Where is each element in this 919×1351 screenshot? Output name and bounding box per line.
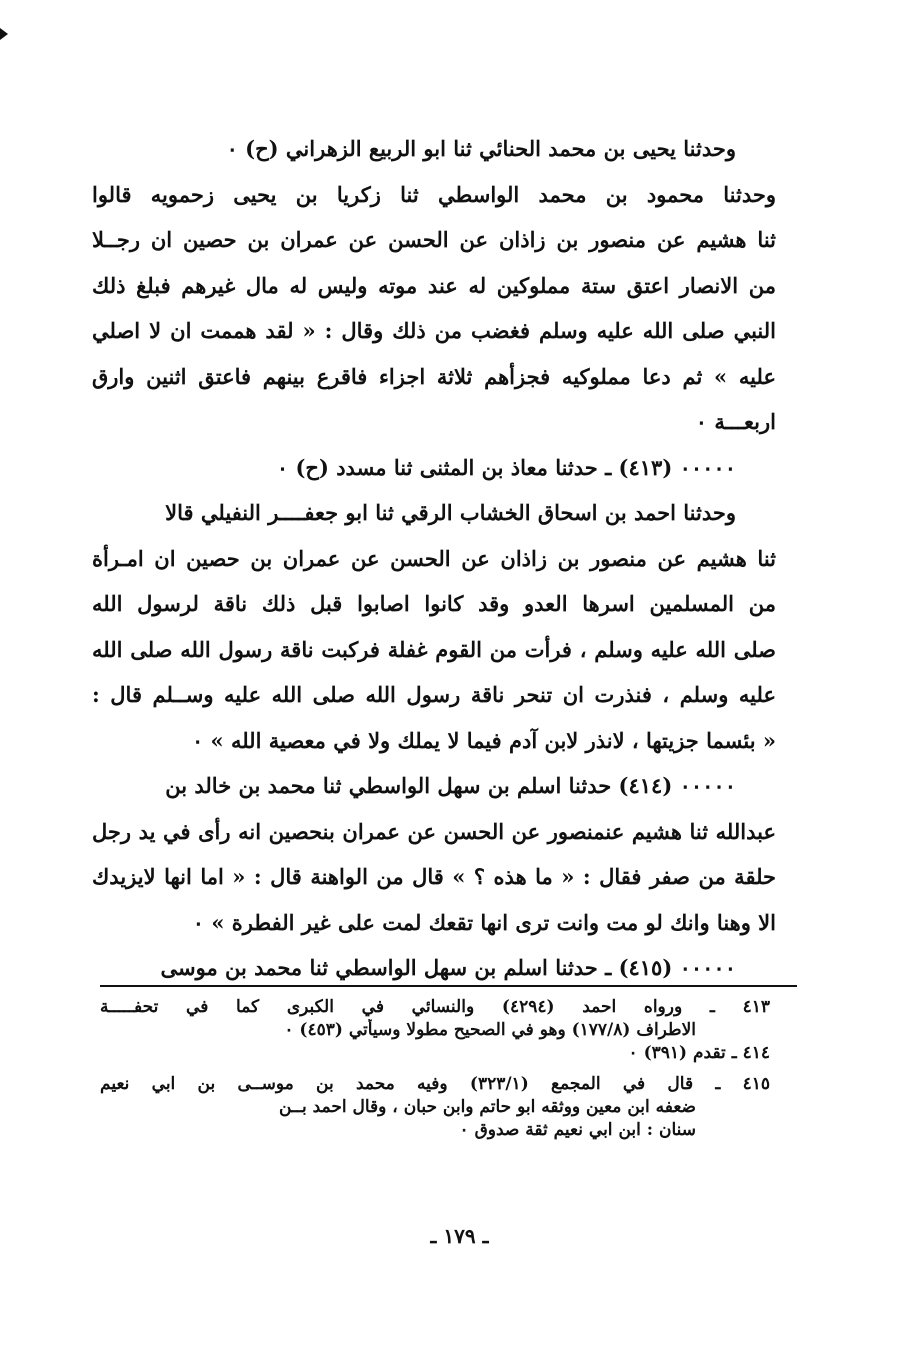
text-line: وحدثنا يحيى بن محمد الحنائي ثنا ابو الربيع الزهراني (ح) ٠ bbox=[226, 136, 736, 161]
text-line: صلى الله عليه وسلم ، فرأت من القوم غفلة فركبت ناقة رسول الله صلى الله bbox=[92, 636, 776, 662]
text-line: عبدالله ثنا هشيم عنمنصور عن الحسن عن عمران بنحصين انه رأى في يد رجل bbox=[92, 818, 776, 844]
text-line: وحدثنا محمود بن محمد الواسطي ثنا زكريا بن يحيى زحمويه قالوا bbox=[92, 181, 776, 207]
footnote-413-line: ٤١٣ ـ ورواه احمد (٤٢٩٤) والنسائي في الكبرى كما في تحفـــــة bbox=[100, 997, 770, 1017]
corner-mark bbox=[0, 28, 8, 40]
text-line: عليه » ثم دعا مملوكيه فجزأهم ثلاثة اجزاء فاقرع بينهم فاعتق اثنين وارق bbox=[92, 363, 776, 389]
text-line: من الانصار اعتق ستة مملوكين له عند موته وليس له مال غيرهم فبلغ ذلك bbox=[92, 272, 776, 298]
main-text-block bbox=[92, 126, 776, 991]
footnote-415-line: ضعفه ابن معين ووثقه ابو حاتم وابن حبان ، وقال احمد بــن bbox=[279, 1097, 696, 1117]
footnote-414-line: ٤١٤ ـ تقدم (٣٩١) ٠ bbox=[628, 1043, 770, 1063]
footnote-413-line: الاطراف (١٧٧/٨) وهو في الصحيح مطولا وسيأتي (٤٥٣) ٠ bbox=[284, 1020, 696, 1040]
hadith-heading-414: ٠٠٠٠٠ (٤١٤) حدثنا اسلم بن سهل الواسطي ثنا محمد بن خالد بن bbox=[165, 773, 736, 798]
text-line: النبي صلى الله عليه وسلم فغضب من ذلك وقال : « لقد هممت ان لا اصلي bbox=[92, 318, 776, 343]
text-line: ثنا هشيم عن منصور بن زاذان عن الحسن عن عمران بن حصين ان امـرأة bbox=[92, 545, 776, 571]
text-line: وحدثنا احمد بن اسحاق الخشاب الرقي ثنا ابو جعفــــر النفيلي قالا bbox=[165, 500, 736, 525]
footnote-415-line: سنان : ابن ابي نعيم ثقة صدوق ٠ bbox=[459, 1120, 696, 1140]
page-number: ـ ١٧٩ ـ bbox=[430, 1224, 489, 1248]
hadith-heading-413: ٠٠٠٠٠ (٤١٣) ـ حدثنا معاذ بن المثنى ثنا مسدد (ح) ٠ bbox=[276, 454, 736, 480]
footnotes-block bbox=[100, 996, 770, 1142]
footnote-separator bbox=[100, 985, 797, 987]
text-line: عليه وسلم ، فنذرت ان تنحر ناقة رسول الله صلى الله عليه وســلم قال : bbox=[92, 682, 776, 707]
text-line: الا وهنا وانك لو مت وانت ترى انها تقعك لمت على غير الفطرة » ٠ bbox=[192, 909, 776, 935]
text-line: حلقة من صفر فقال : « ما هذه ؟ » قال من الواهنة قال : « اما انها لايزيدك bbox=[92, 864, 776, 889]
text-line: « بئسما جزيتها ، لانذر لابن آدم فيما لا يملك ولا في معصية الله » ٠ bbox=[191, 727, 776, 753]
text-line: من المسلمين اسرها العدو وقد كانوا اصابوا قبل ذلك ناقة لرسول الله bbox=[92, 591, 776, 616]
text-line: ثنا هشيم عن منصور بن زاذان عن الحسن عن عمران بن حصين ان رجــلا bbox=[92, 227, 776, 252]
hadith-heading-415: ٠٠٠٠٠ (٤١٥) ـ حدثنا اسلم بن سهل الواسطي ثنا محمد بن موسى bbox=[160, 955, 736, 980]
footnote-415-line: ٤١٥ ـ قال في المجمع (٣٢٣/١) وفيه محمد بن موســى بن ابي نعيم bbox=[100, 1074, 770, 1094]
text-line: اربعـــة ٠ bbox=[695, 409, 776, 434]
